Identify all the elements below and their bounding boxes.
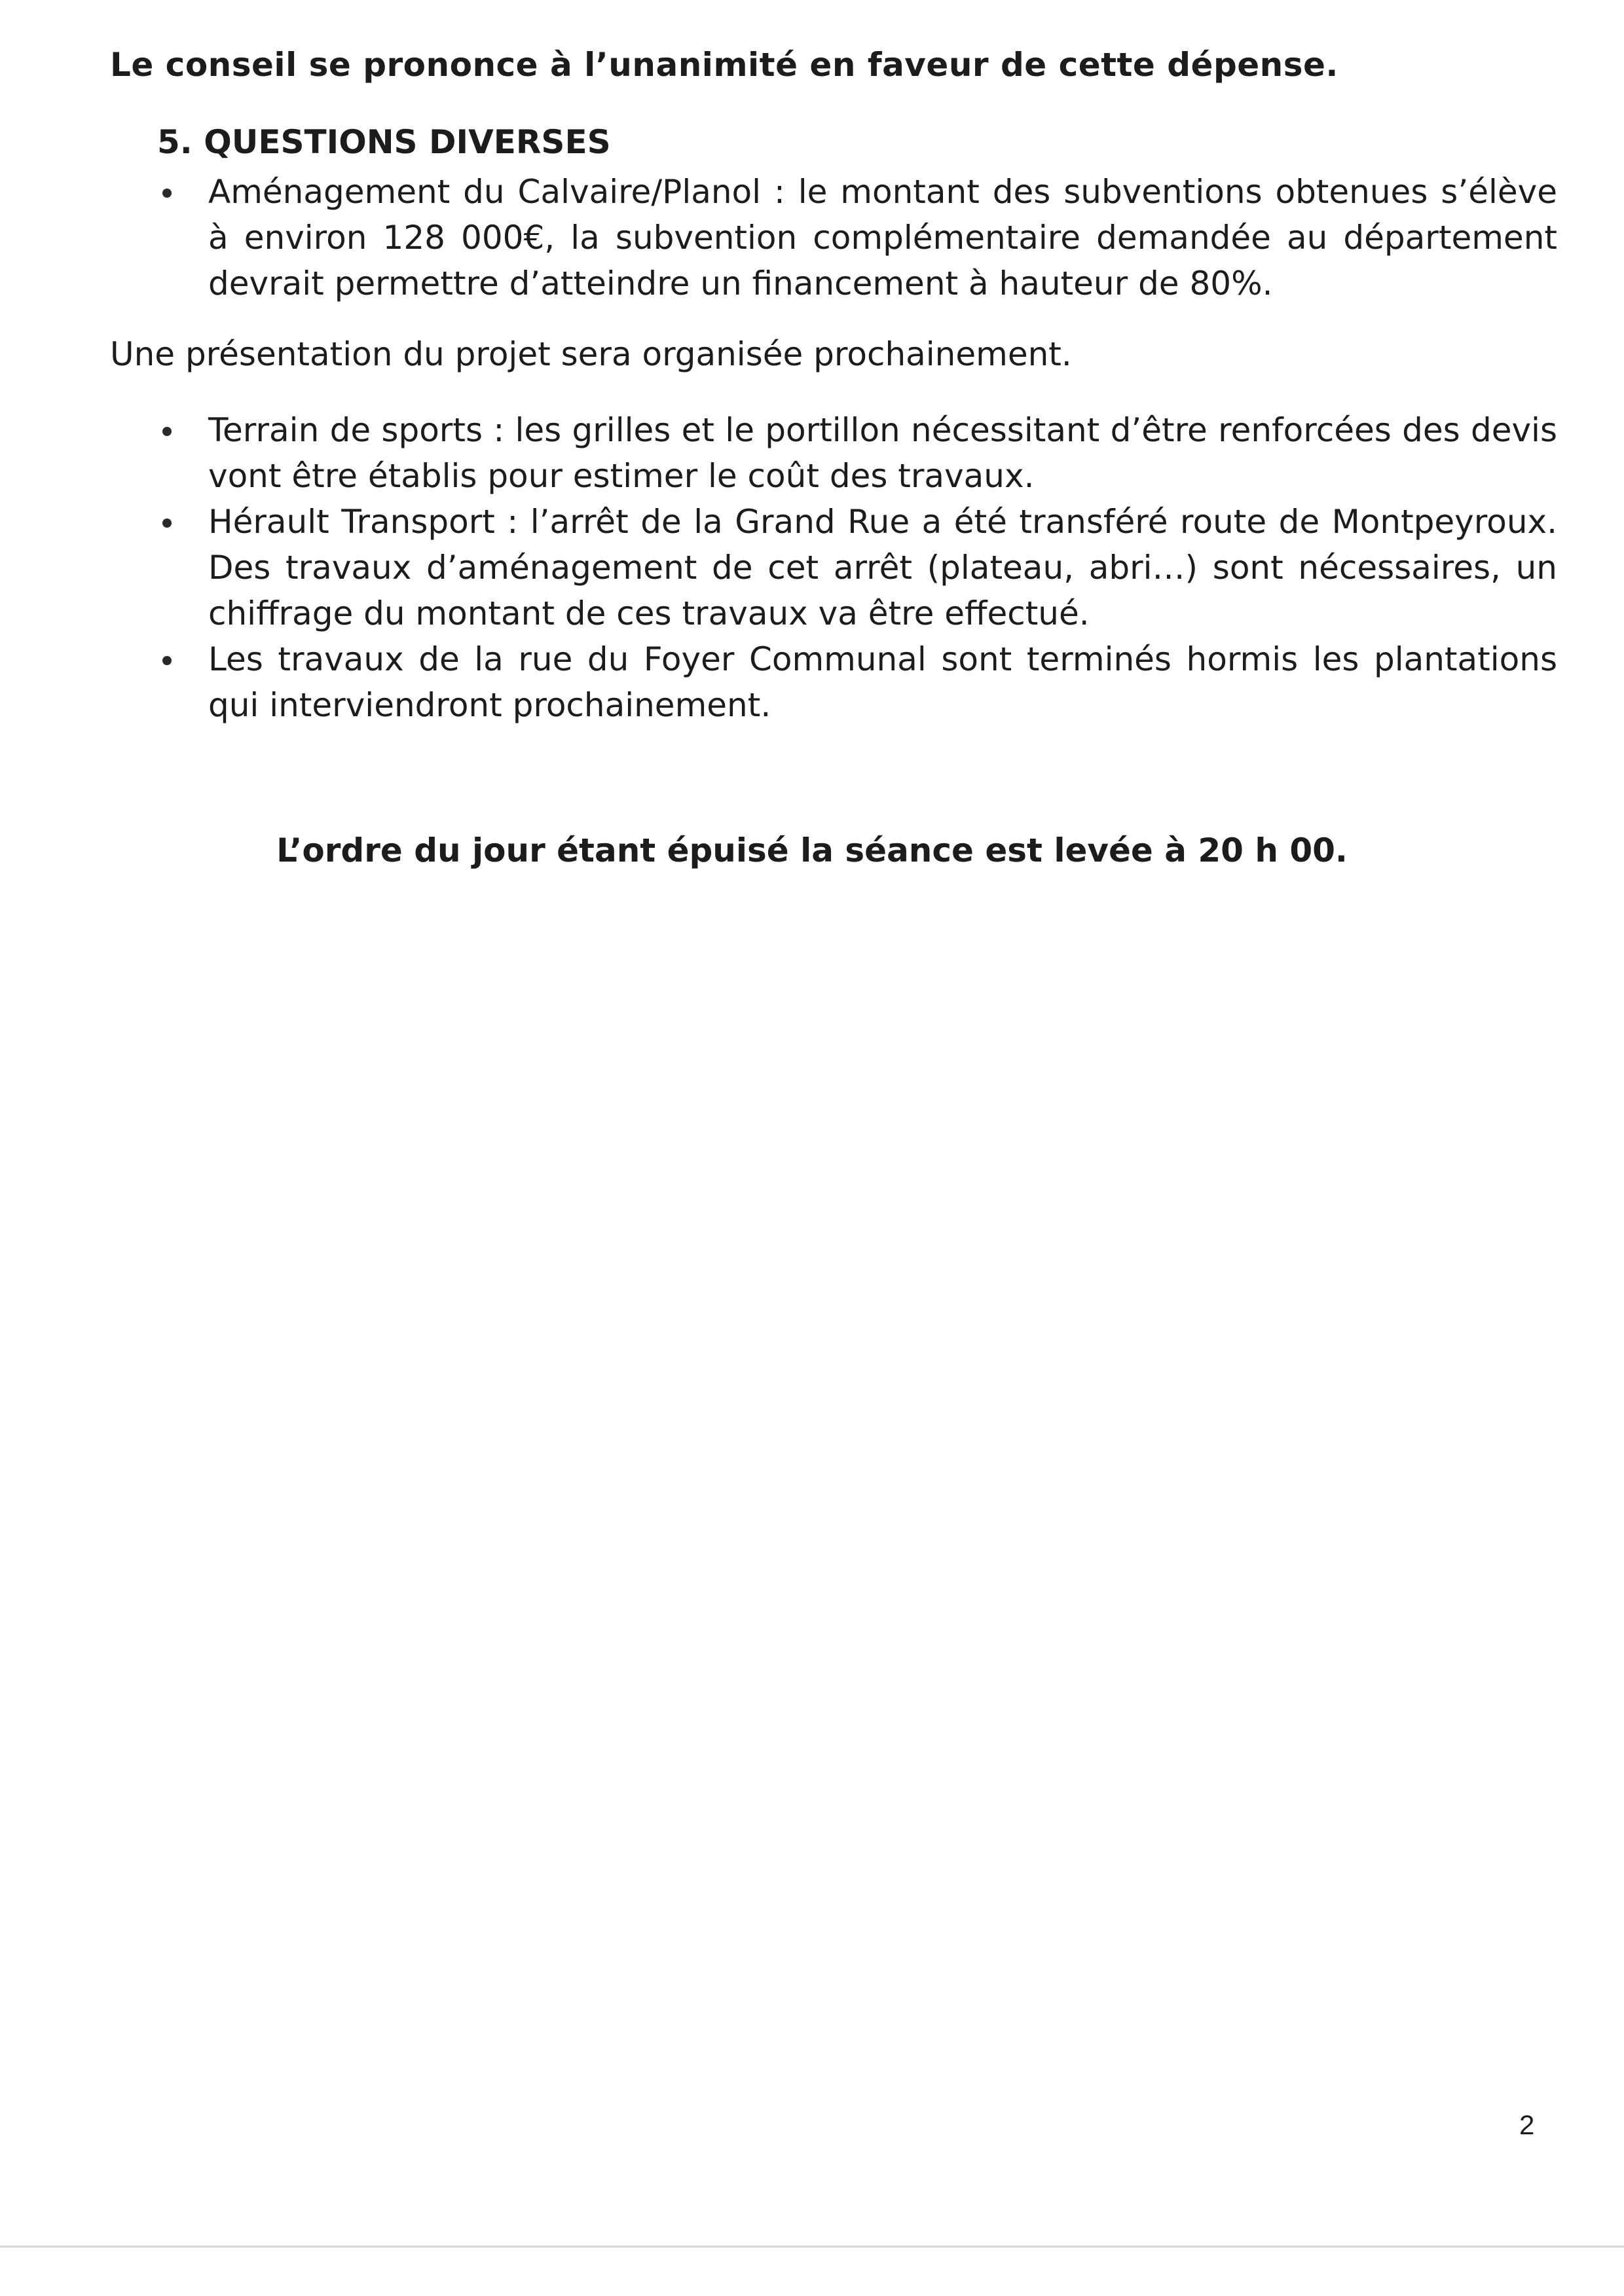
- bullet-icon: [162, 427, 172, 436]
- list-item-text: Terrain de sports : les grilles et le portillon nécessitant d’être renforcées des devis vont être établis pour estimer le coût des travaux.: [208, 411, 1557, 495]
- bullet-list-first: [157, 169, 1557, 306]
- bullet-icon: [162, 189, 172, 198]
- council-decision-text: Le conseil se prononce à l’unanimité en faveur de cette dépense.: [110, 46, 1338, 84]
- footer-divider: [0, 2246, 1624, 2248]
- page-number: 2: [1519, 2109, 1535, 2140]
- section-heading: [157, 123, 611, 161]
- list-item-text: Aménagement du Calvaire/Planol : le montant des subventions obtenues s’élève à environ 128 000€, la subvention complémentaire demandée au département devrait permettre d’atteindre un financement à hauteur de 80%.: [208, 173, 1557, 302]
- list-item: [157, 636, 1557, 728]
- presentation-note: Une présentation du projet sera organisée prochainement.: [110, 335, 1072, 373]
- list-item-text: Les travaux de la rue du Foyer Communal sont terminés hormis les plantations qui interviendront prochainement.: [208, 640, 1557, 724]
- list-item: [157, 499, 1557, 636]
- list-item: [157, 169, 1557, 306]
- bullet-list-second: [157, 407, 1557, 728]
- section-title: QUESTIONS DIVERSES: [204, 123, 611, 161]
- list-item-text: Hérault Transport : l’arrêt de la Grand Rue a été transféré route de Montpeyroux. Des travaux d’aménagement de cet arrêt (plateau, abri…) sont nécessaires, un chiffrage du montant de ces travaux va être effectué.: [208, 503, 1557, 632]
- section-number: 5.: [157, 123, 193, 161]
- list-item: [157, 407, 1557, 499]
- closing-statement: L’ordre du jour étant épuisé la séance est levée à 20 h 00.: [276, 831, 1348, 869]
- bullet-icon: [162, 656, 172, 665]
- bullet-icon: [162, 519, 172, 528]
